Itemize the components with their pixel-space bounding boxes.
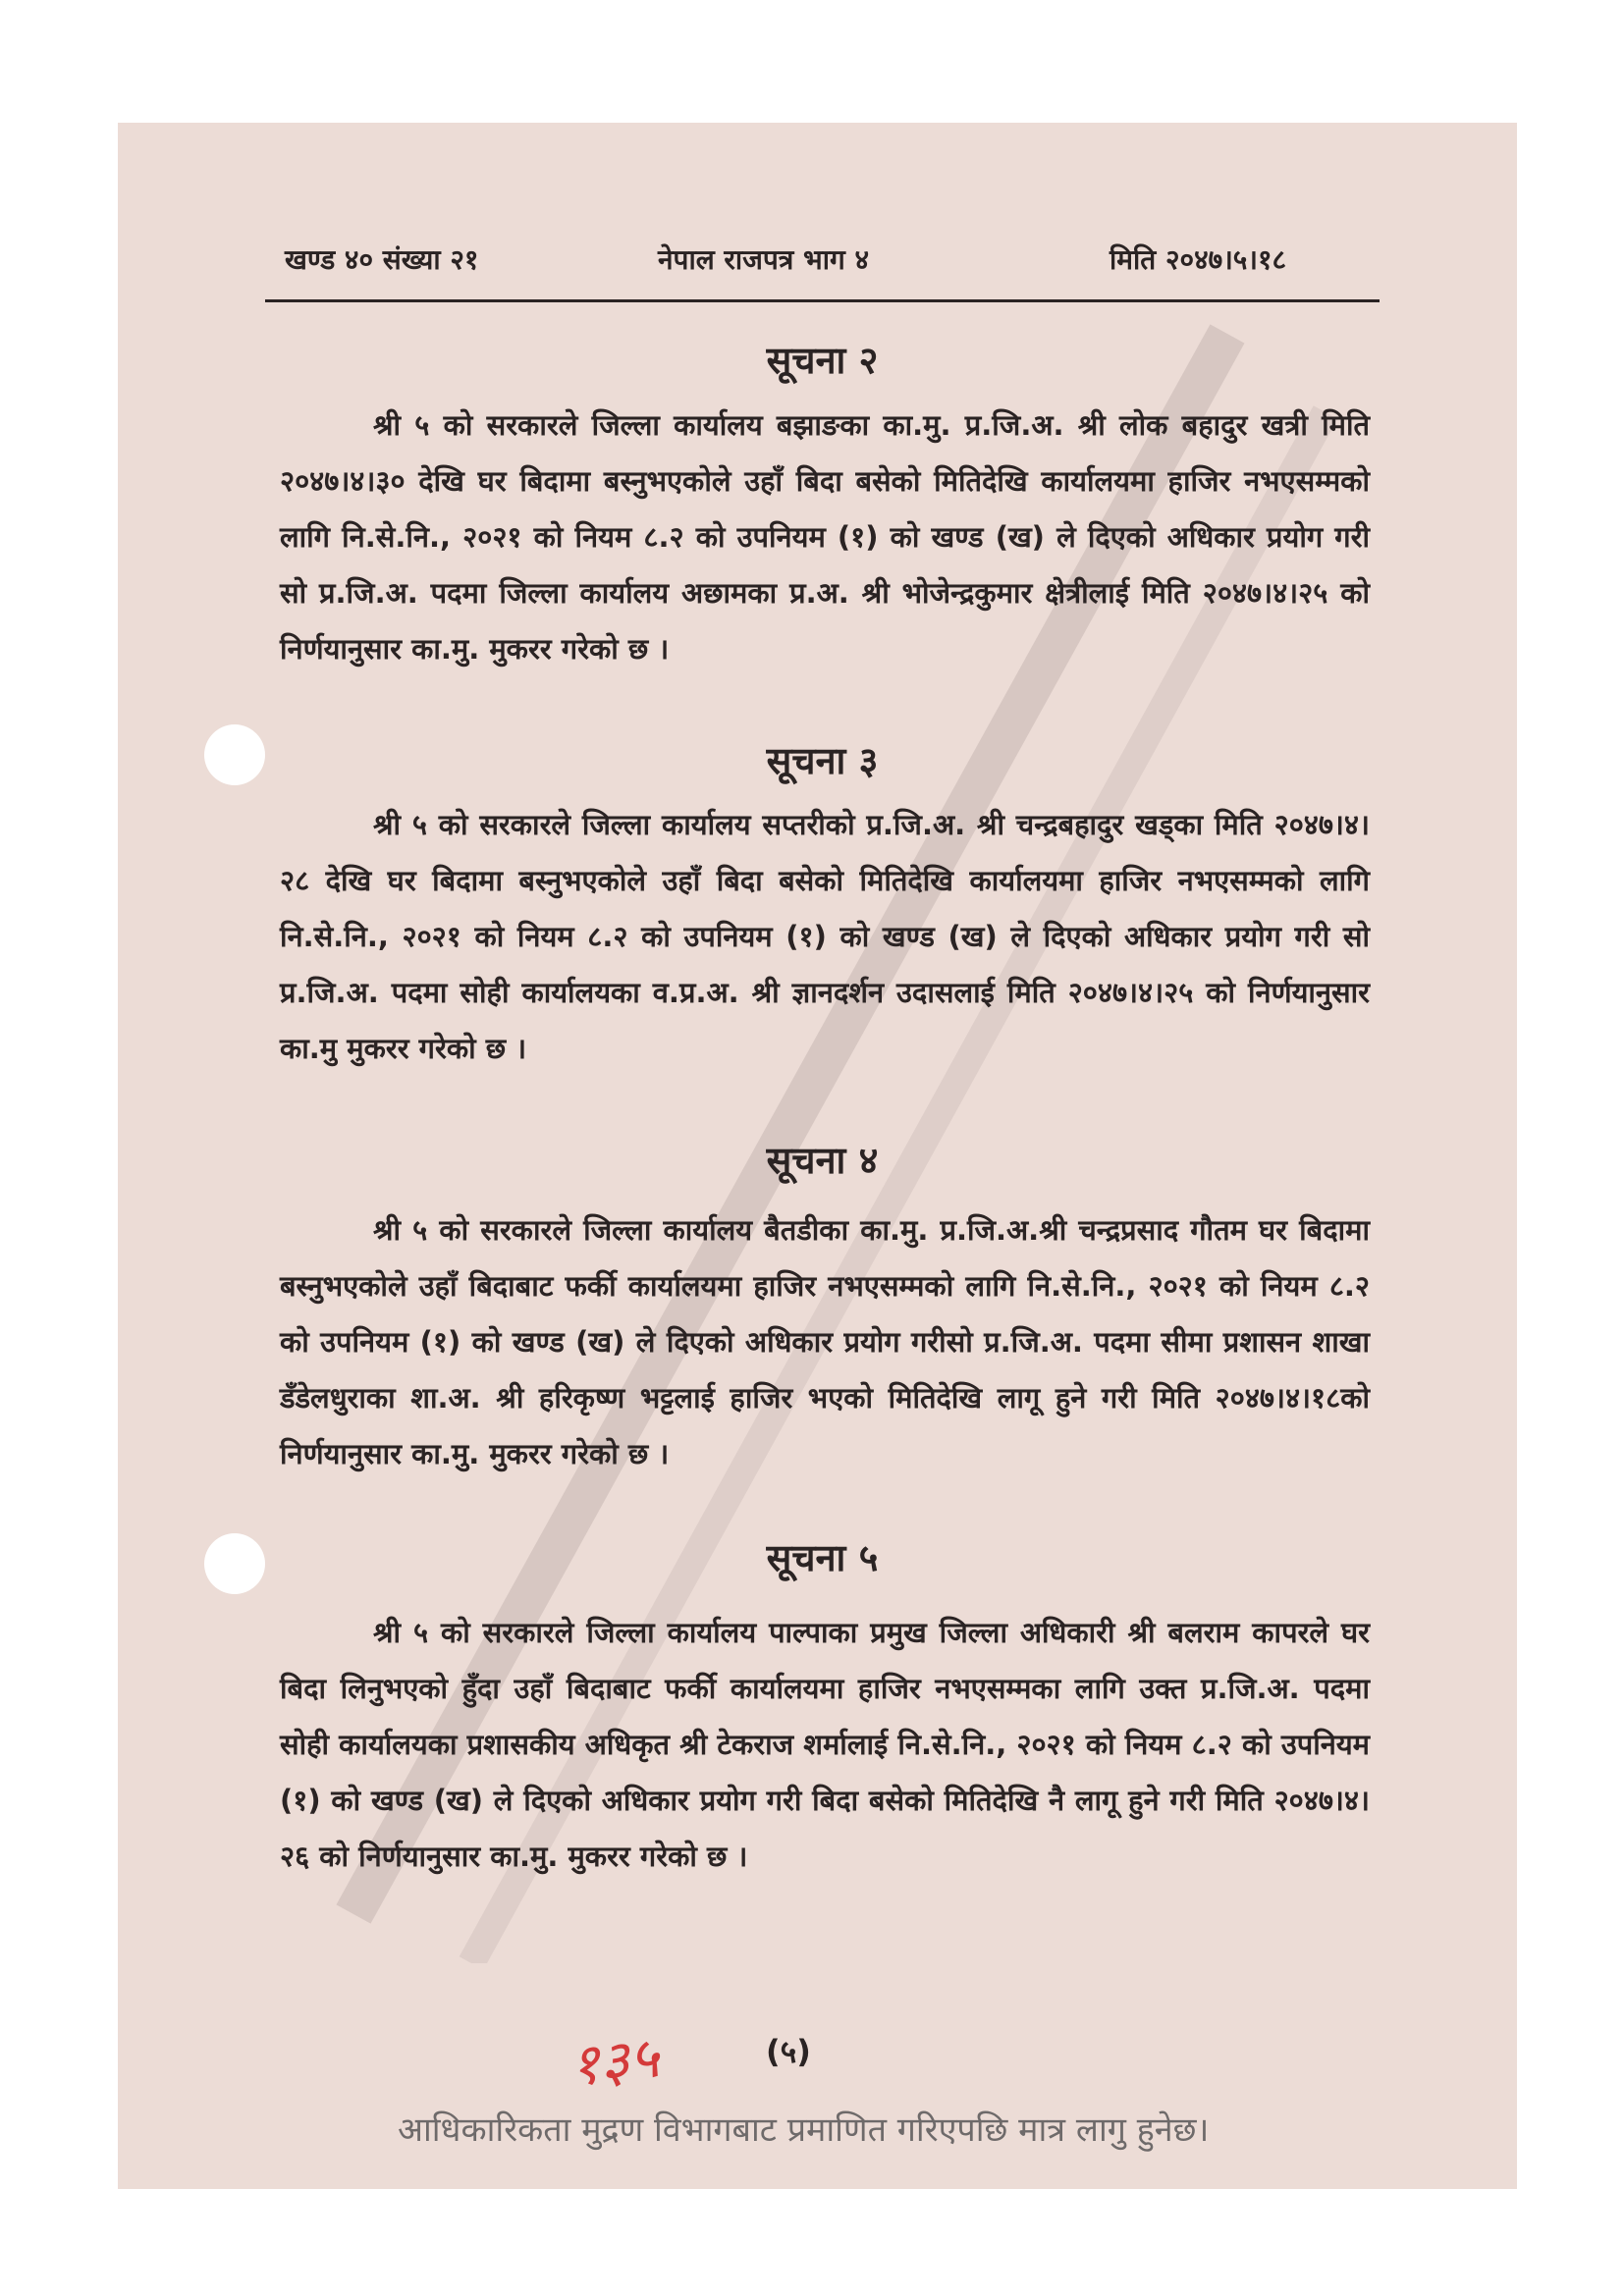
notice-body: श्री ५ को सरकारले जिल्ला कार्यालय पाल्पाका प्रमुख जिल्ला अधिकारी श्री बलराम कापरले घर बिदा लिनुभएको हुँदा उहाँ बिदाबाट फर्की कार्यालयमा हाजिर नभएसम्मका लागि उक्त प्र.जि.अ. पदमा सोही कार्यालयका प्रशासकीय अधिकृत श्री टेकराज शर्मालाई नि.से.नि., २०२१ को नियम ८.२ को उपनियम (१) को खण्ड (ख) ले दिएको अधिकार प्रयोग गरी बिदा बसेको मितिदेखि नै लागू हुने गरी मिति २०४७।४।२६ को निर्णयानुसार का.मु. मुकरर गरेको छ । (280, 1616, 1370, 1873)
notice-body: श्री ५ को सरकारले जिल्ला कार्यालय बैतडीका का.मु. प्र.जि.अ.श्री चन्द्रप्रसाद गौतम घर बिदामा बस्नुभएकोले उहाँ बिदाबाट फर्की कार्यालयमा हाजिर नभएसम्मको लागि नि.से.नि., २०२१ को नियम ८.२ को उपनियम (१) को खण्ड (ख) ले दिएको अधिकार प्रयोग गरीसो प्र.जि.अ. पदमा सीमा प्रशासन शाखा डँडेलधुराका शा.अ. श्री हरिकृष्ण भट्टलाई हाजिर भएको मितिदेखि लागू हुने गरी मिति २०४७।४।१८को निर्णयानुसार का.मु. मुकरर गरेको छ । (280, 1213, 1370, 1470)
header-divider (265, 299, 1380, 302)
volume-number: खण्ड ४० संख्या २१ (285, 243, 479, 276)
punch-hole (204, 1533, 265, 1594)
gazette-header (285, 240, 1375, 290)
authenticity-footer: आधिकारिकता मुद्रण विभागबाट प्रमाणित गरिएपछि मात्र लागु हुनेछ। (398, 2110, 1210, 2150)
page-number: (५) (766, 2033, 811, 2070)
punch-hole (204, 724, 265, 785)
handwritten-page-mark: १३५ (566, 2023, 663, 2100)
notice-title: सूचना ४ (766, 1139, 879, 1182)
publication-name: नेपाल राजपत्र भाग ४ (658, 243, 870, 276)
notice-title: सूचना ३ (766, 739, 879, 782)
notice-body: श्री ५ को सरकारले जिल्ला कार्यालय बझाङका का.मु. प्र.जि.अ. श्री लोक बहादुर खत्री मिति २०४७।४।३० देखि घर बिदामा बस्नुभएकोले उहाँ बिदा बसेको मितिदेखि कार्यालयमा हाजिर नभएसम्मको लागि नि.से.नि., २०२१ को नियम ८.२ को उपनियम (१) को खण्ड (ख) ले दिएको अधिकार प्रयोग गरी सो प्र.जि.अ. पदमा जिल्ला कार्यालय अछामका प्र.अ. श्री भोजेन्द्रकुमार क्षेत्रीलाई मिति २०४७।४।२५ को निर्णयानुसार का.मु. मुकरर गरेको छ । (280, 408, 1370, 666)
notice-body: श्री ५ को सरकारले जिल्ला कार्यालय सप्तरीको प्र.जि.अ. श्री चन्द्रबहादुर खड्का मिति २०४७।४।२८ देखि घर बिदामा बस्नुभएकोले उहाँ बिदा बसेको मितिदेखि कार्यालयमा हाजिर नभएसम्मको लागि नि.से.नि., २०२१ को नियम ८.२ को उपनियम (१) को खण्ड (ख) ले दिएको अधिकार प्रयोग गरी सो प्र.जि.अ. पदमा सोही कार्यालयका व.प्र.अ. श्री ज्ञानदर्शन उदासलाई मिति २०४७।४।२५ को निर्णयानुसार का.मु मुकरर गरेको छ । (280, 808, 1370, 1065)
header-date: मिति २०४७।५।१८ (1110, 243, 1287, 276)
notice-title: सूचना २ (766, 339, 879, 382)
notice-title: सूचना ५ (766, 1536, 879, 1579)
